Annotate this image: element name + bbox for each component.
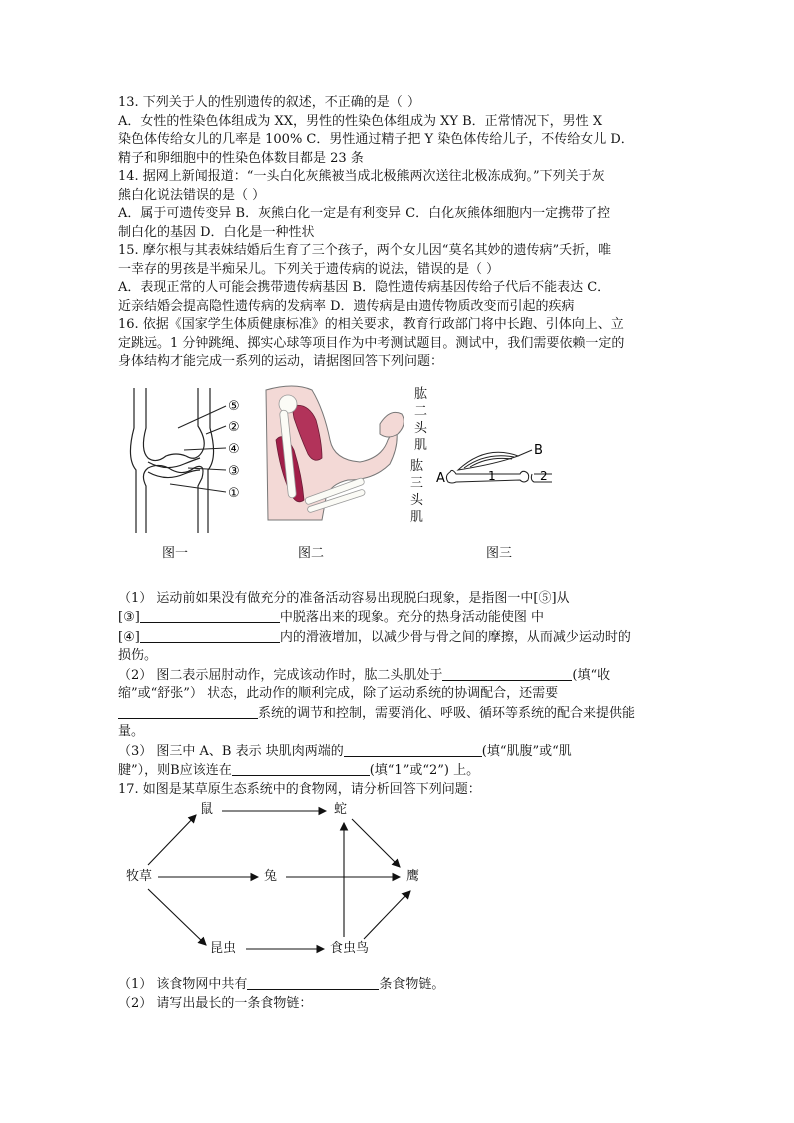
q15-stem-line2: 一幸存的男孩是半痴呆儿。下列关于遗传病的说法，错误的是（ ）	[118, 261, 500, 277]
q16-sub3-line2: 腱”），则B应该连在 (填“1”或“2”) 上。	[118, 763, 480, 778]
q14-options-line1: A．属于可遗传变异 B．灰熊白化一定是有利变异 C．白化灰熊体细胞内一定携带了控	[118, 206, 611, 221]
q14-options-line2: 制白化的基因 D．白化是一种性状	[118, 224, 315, 240]
joint-label-3: ③	[228, 463, 240, 479]
q16-stem-line2: 定跳远。1 分钟跳绳、掷实心球等项目作为中考测试题目。测试中，我们需要依赖一定的	[118, 335, 625, 351]
q17-sub2: （2） 请写出最长的一条食物链：	[118, 995, 313, 1011]
q16-figures	[118, 372, 678, 584]
joint-figure	[126, 388, 256, 537]
node-mouse: 鼠	[200, 802, 214, 817]
answer-blank[interactable]	[442, 666, 572, 681]
q15-stem-line1: 15. 摩尔根与其表妹结婚后生育了三个孩子，两个女儿因“莫名其妙的遗传病”夭折，唯	[118, 243, 612, 258]
answer-blank[interactable]	[247, 975, 379, 990]
figure2-caption: 图二	[298, 545, 325, 561]
joint-label-5: ⑤	[228, 398, 240, 414]
q15-options-line2: 近亲结婚会提高隐性遗传病的发病率 D．遗传病是由遗传物质改变而引起的疾病	[118, 298, 575, 314]
node-insect: 昆虫	[210, 941, 237, 956]
muscle-bone-figure	[436, 444, 556, 508]
fig3-label-1: 1	[488, 468, 496, 483]
q16-sub1-line2: [③] 中脱落出来的现象。充分的热身活动能使图 中	[118, 610, 544, 625]
joint-label-2: ②	[228, 419, 240, 435]
triceps-label: 肱 三 头 肌	[410, 458, 424, 525]
q16-sub2-line1: （2） 图二表示屈肘动作，完成该动作时，肱二头肌处于 (填“收	[118, 667, 611, 683]
q17-stem: 17. 如图是某草原生态系统中的食物网，请分析回答下列问题：	[118, 781, 481, 797]
q16-stem-line1: 16. 依据《国家学生体质健康标准》的相关要求，教育行政部门将中长跑、引体向上、立	[118, 317, 624, 332]
answer-blank[interactable]	[140, 628, 280, 643]
q14-stem-line2: 熊白化说法错误的是（ ）	[118, 187, 266, 203]
joint-label-4: ④	[228, 441, 240, 457]
q16-sub3-line1: （3） 图三中 A、B 表示 块肌肉两端的 (填“肌腹”或“肌	[118, 743, 572, 759]
q16-sub2-line2: 缩”或“舒张”） 状态，此动作的顺利完成，除了运动系统的协调配合，还需要	[118, 686, 559, 701]
q16-stem-line3: 身体结构才能完成一系列的运动，请据图回答下列问题：	[118, 354, 444, 369]
node-snake: 蛇	[334, 802, 348, 817]
q13-options-line3: 精子和卵细胞中的性染色体数目都是 23 条	[118, 150, 364, 166]
fig3-label-b: B	[534, 443, 543, 458]
arm-figure	[264, 380, 404, 534]
q14-stem-line1: 14. 据网上新闻报道：“一头白化灰熊被当成北极熊两次送往北极冻成狗。”下列关于灰	[118, 169, 605, 184]
figure1-caption: 图一	[162, 545, 189, 561]
fig3-label-a: A	[436, 470, 445, 486]
food-web	[118, 799, 678, 975]
node-grass: 牧草	[126, 869, 153, 884]
joint-label-1: ①	[228, 485, 240, 501]
answer-blank[interactable]	[232, 761, 370, 776]
fig3-label-2: 2	[540, 468, 548, 483]
biceps-label: 肱 二 头 肌	[414, 386, 428, 453]
food-web-arrows	[118, 799, 458, 975]
q13-options-line2: 染色体传给女儿的几率是 100% C．男性通过精子把 Y 染色体传给儿子，不传给女儿 D．	[118, 132, 634, 147]
q16-sub1-line3: [④] 内的滑液增加，以减少骨与骨之间的摩擦，从而减少运动时的	[118, 629, 631, 645]
q16-sub2-line4: 量。	[118, 724, 145, 739]
node-rabbit: 兔	[264, 869, 278, 884]
answer-blank[interactable]	[140, 608, 280, 623]
q17-sub1: （1） 该食物网中共有 条食物链。	[118, 977, 445, 992]
node-insect-bird: 食虫鸟	[330, 941, 370, 956]
q13-options-line1: A．女性的性染色体组成为 XX，男性的性染色体组成为 XY B．正常情况下，男性 X	[118, 113, 603, 129]
answer-blank[interactable]	[118, 704, 258, 719]
q16-sub2-line3: 系统的调节和控制，需要消化、呼吸、循环等系统的配合来提供能	[118, 704, 678, 724]
q15-options-line1: A．表现正常的人可能会携带遗传病基因 B．隐性遗传病基因传给子代后不能表达 C．	[118, 280, 611, 295]
node-eagle: 鹰	[406, 869, 420, 884]
q16-sub1-line4: 损伤。	[118, 648, 158, 663]
q16-sub1-line1: （1） 运动前如果没有做充分的准备活动容易出现脱臼现象，是指图一中[⑤]从	[118, 590, 570, 606]
figure3-caption: 图三	[486, 545, 513, 561]
q13-stem: 13. 下列关于人的性别遗传的叙述，不正确的是（ ）	[118, 95, 420, 110]
answer-blank[interactable]	[344, 742, 482, 757]
exam-page	[118, 94, 678, 1013]
